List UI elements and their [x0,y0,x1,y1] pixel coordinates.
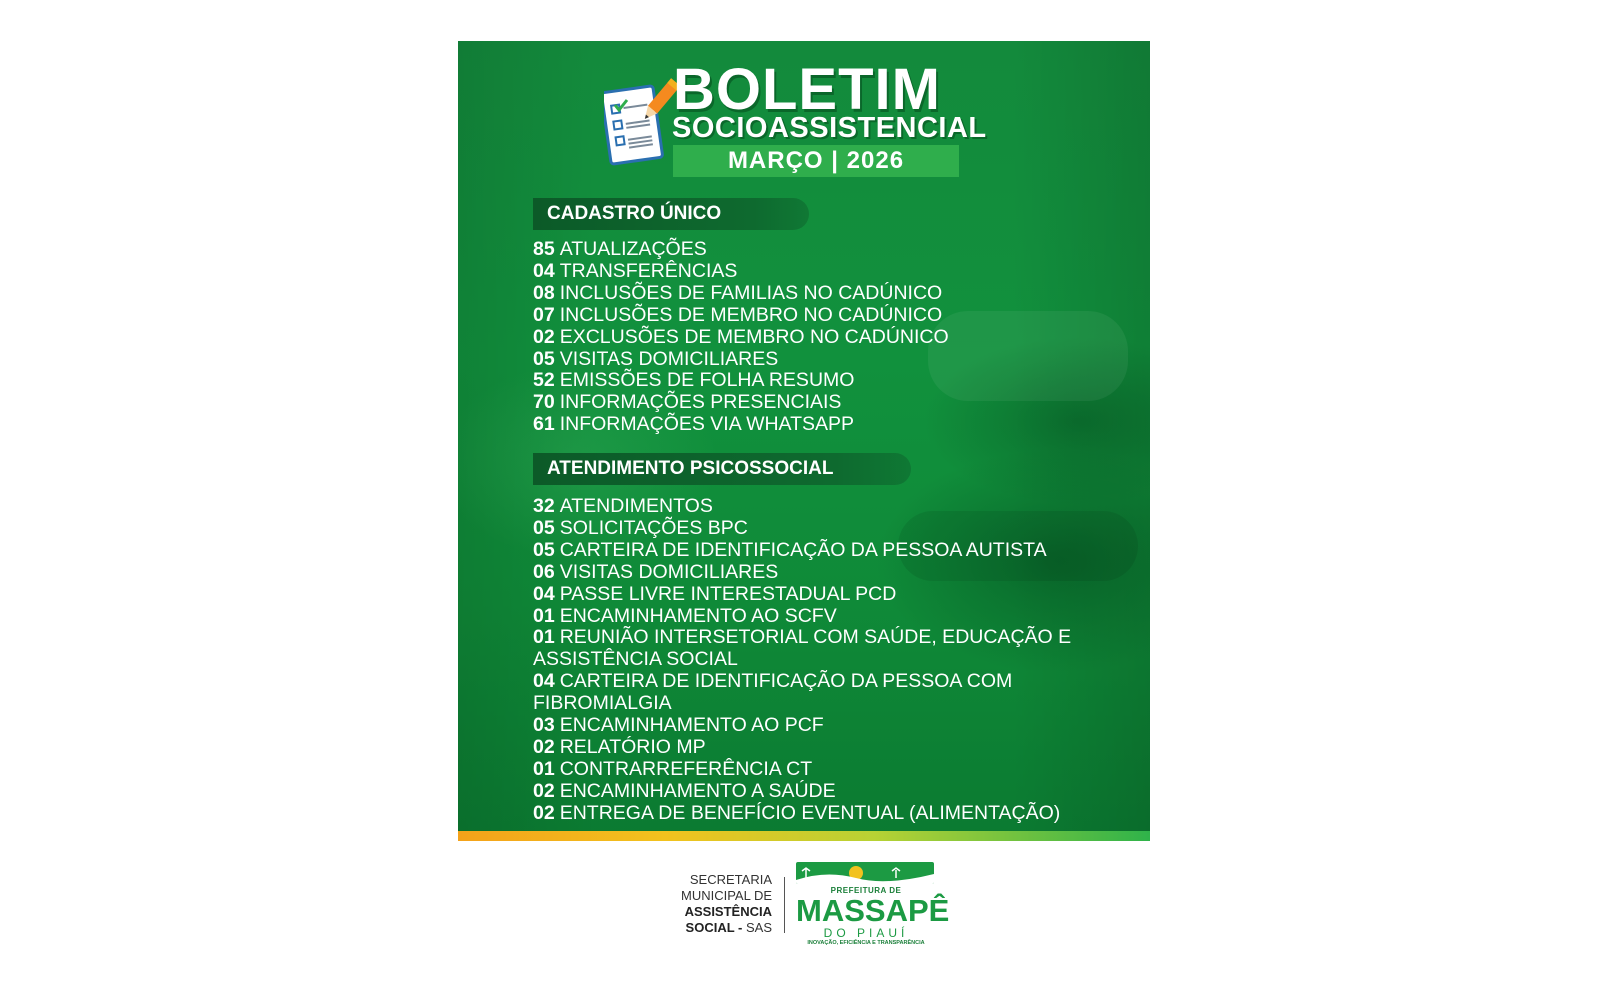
atendimento-psicossocial-list [533,496,1133,825]
section-title-atendimento-psicossocial: ATENDIMENTO PSICOSSOCIAL [533,453,911,485]
item-count: 01 [533,604,555,627]
logo-tagline: INOVAÇÃO, EFICIÊNCIA E TRANSPARÊNCIA [807,940,925,946]
item-label: CARTEIRA DE IDENTIFICAÇÃO DA PESSOA COM FIBROMIALGIA [533,670,1013,715]
item-label: VISITAS DOMICILIARES [559,560,779,583]
list-item [533,239,1133,261]
item-label: VISITAS DOMICILIARES [559,347,779,370]
secretaria-line: SOCIAL - [685,920,743,935]
item-count: 01 [533,757,555,780]
item-count: 52 [533,369,555,392]
cadastro-unico-list [533,239,1133,436]
item-label: ATUALIZAÇÕES [559,238,707,260]
list-item [533,261,1133,283]
list-item [533,540,1133,562]
secretaria-line: SAS [745,920,772,935]
list-item [533,759,1133,781]
item-count: 70 [533,391,555,414]
list-item [533,737,1133,759]
item-count: 01 [533,626,555,649]
item-label: TRANSFERÊNCIAS [559,259,738,282]
item-count: 61 [533,413,555,436]
item-label: INFORMAÇÕES PRESENCIAIS [559,391,842,414]
item-count: 85 [533,238,555,260]
item-label: REUNIÃO INTERSETORIAL COM SAÚDE, EDUCAÇÃO E ASSISTÊNCIA SOCIAL [533,626,1072,671]
list-item [533,627,1133,671]
logo-state-name: DO PIAUÍ [823,926,909,940]
footer-divider [784,877,785,933]
item-label: ENCAMINHAMENTO AO SCFV [559,604,837,627]
item-label: SOLICITAÇÕES BPC [559,516,748,539]
item-count: 03 [533,714,555,737]
item-label: CARTEIRA DE IDENTIFICAÇÃO DA PESSOA AUTISTA [559,538,1047,561]
list-item [533,496,1133,518]
item-count: 04 [533,670,555,693]
prefeitura-logo [796,862,950,946]
list-item [533,584,1133,606]
list-item [533,518,1133,540]
item-label: INCLUSÕES DE MEMBRO NO CADÚNICO [559,303,943,326]
date-banner: MARÇO | 2026 [673,145,959,177]
section-title-cadastro-unico: CADASTRO ÚNICO [533,198,809,230]
item-label: ENCAMINHAMENTO A SAÚDE [559,779,836,802]
item-count: 08 [533,281,555,304]
item-count: 02 [533,325,555,348]
item-count: 07 [533,303,555,326]
list-item [533,606,1133,628]
item-label: EMISSÕES DE FOLHA RESUMO [559,369,855,392]
item-count: 04 [533,582,555,605]
logo-city-name: MASSAPÊ [796,893,950,928]
item-count: 05 [533,347,555,370]
secretaria-label [660,872,772,936]
bottom-color-stripe [458,831,1150,841]
item-label: INFORMAÇÕES VIA WHATSAPP [559,413,855,436]
item-label: INCLUSÕES DE FAMILIAS NO CADÚNICO [559,281,943,304]
item-count: 05 [533,516,555,539]
list-item [533,562,1133,584]
item-count: 02 [533,779,555,802]
item-count: 02 [533,801,555,824]
list-item [533,715,1133,737]
list-item [533,803,1133,825]
landscape-icon [796,862,934,884]
secretaria-line: ASSISTÊNCIA [684,904,772,919]
list-item [533,392,1133,414]
item-label: CONTRARREFERÊNCIA CT [559,757,813,780]
item-count: 02 [533,735,555,758]
item-count: 06 [533,560,555,583]
item-label: EXCLUSÕES DE MEMBRO NO CADÚNICO [559,325,949,348]
bulletin-subtitle: SOCIOASSISTENCIAL [672,112,987,144]
list-item [533,370,1133,392]
item-count: 04 [533,259,555,282]
item-count: 05 [533,538,555,561]
list-item [533,283,1133,305]
list-item [533,781,1133,803]
list-item [533,671,1133,715]
bulletin-title: BOLETIM [673,57,941,122]
item-label: PASSE LIVRE INTERESTADUAL PCD [559,582,897,605]
secretaria-line: MUNICIPAL DE [680,888,772,903]
item-label: ENTREGA DE BENEFÍCIO EVENTUAL (ALIMENTAÇÃO) [559,801,1061,824]
item-label: RELATÓRIO MP [559,735,706,758]
item-label: ENCAMINHAMENTO AO PCF [559,714,824,737]
list-item [533,327,1133,349]
item-count: 32 [533,495,555,517]
secretaria-line: SECRETARIA [689,872,772,887]
bulletin-poster [458,41,1150,841]
logo-prefeitura-text: PREFEITURA DE [830,886,902,895]
list-item [533,305,1133,327]
item-label: ATENDIMENTOS [559,495,713,517]
list-item [533,349,1133,371]
logo-landscape-banner [796,862,934,884]
list-item [533,414,1133,436]
